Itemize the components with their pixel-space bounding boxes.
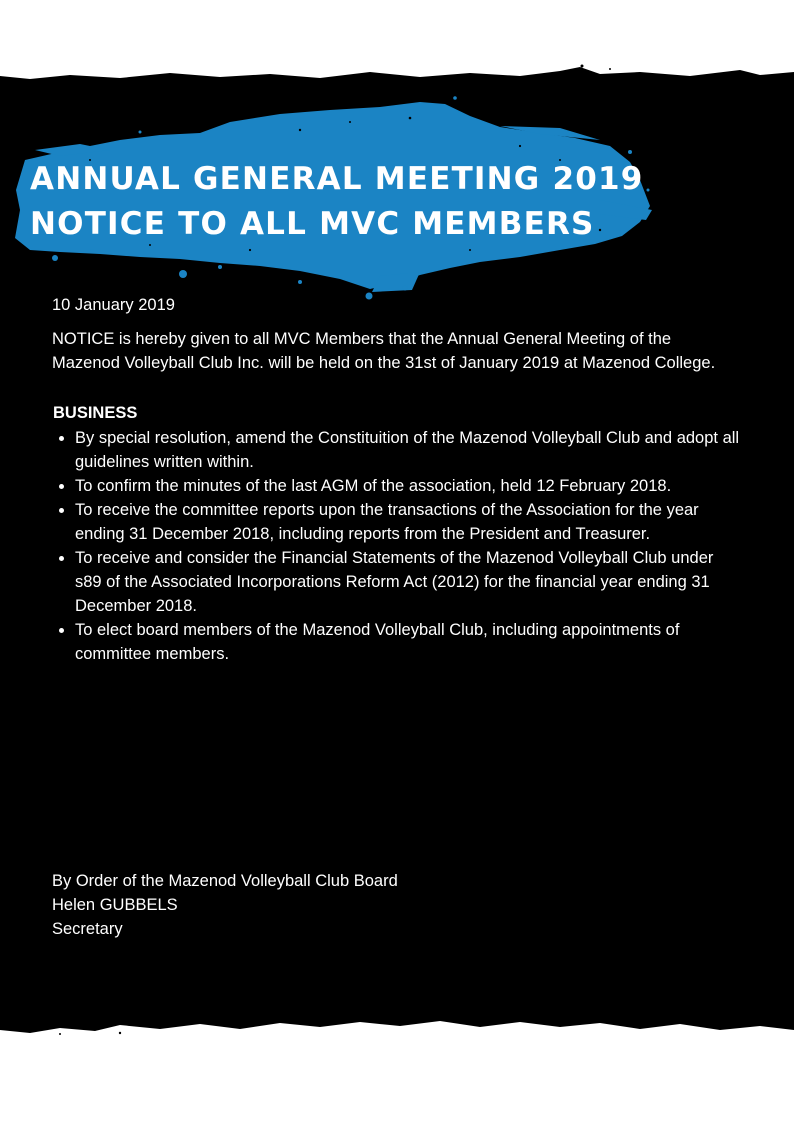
notice-date: 10 January 2019 (52, 296, 175, 314)
business-item: • By special resolution, amend the Constituition of the Mazenod Volleyball Club and adopt all guidelines written within. (75, 426, 742, 474)
signoff-name: Helen GUBBELS (52, 896, 178, 914)
business-item: • To elect board members of the Mazenod Volleyball Club, including appointments of committee members. (75, 618, 742, 666)
page-title (30, 157, 650, 247)
signoff-line: By Order of the Mazenod Volleyball Club Board (52, 872, 398, 890)
business-heading: BUSINESS (53, 404, 138, 422)
title-line-1: ANNUAL GENERAL MEETING 2019 (30, 161, 644, 197)
business-item: • To receive the committee reports upon the transactions of the Association for the year ending 31 December 2018, including reports from the President and Treasurer. (75, 498, 742, 546)
notice-intro: NOTICE is hereby given to all MVC Members that the Annual General Meeting of the Mazenod Volleyball Club Inc. will be held on the 31st of January 2019 at Mazenod College. (52, 330, 716, 372)
signoff (52, 869, 398, 941)
business-list (52, 426, 742, 666)
business-item: • To confirm the minutes of the last AGM of the association, held 12 February 2018. (75, 474, 742, 498)
title-line-2: NOTICE TO ALL MVC MEMBERS (30, 206, 595, 242)
notice-body (52, 293, 742, 666)
business-item: • To receive and consider the Financial Statements of the Mazenod Volleyball Club under s89 of the Associated Incorporations Reform Act (2012) for the financial year ending 31 December 2018. (75, 546, 742, 618)
signoff-role: Secretary (52, 920, 123, 938)
